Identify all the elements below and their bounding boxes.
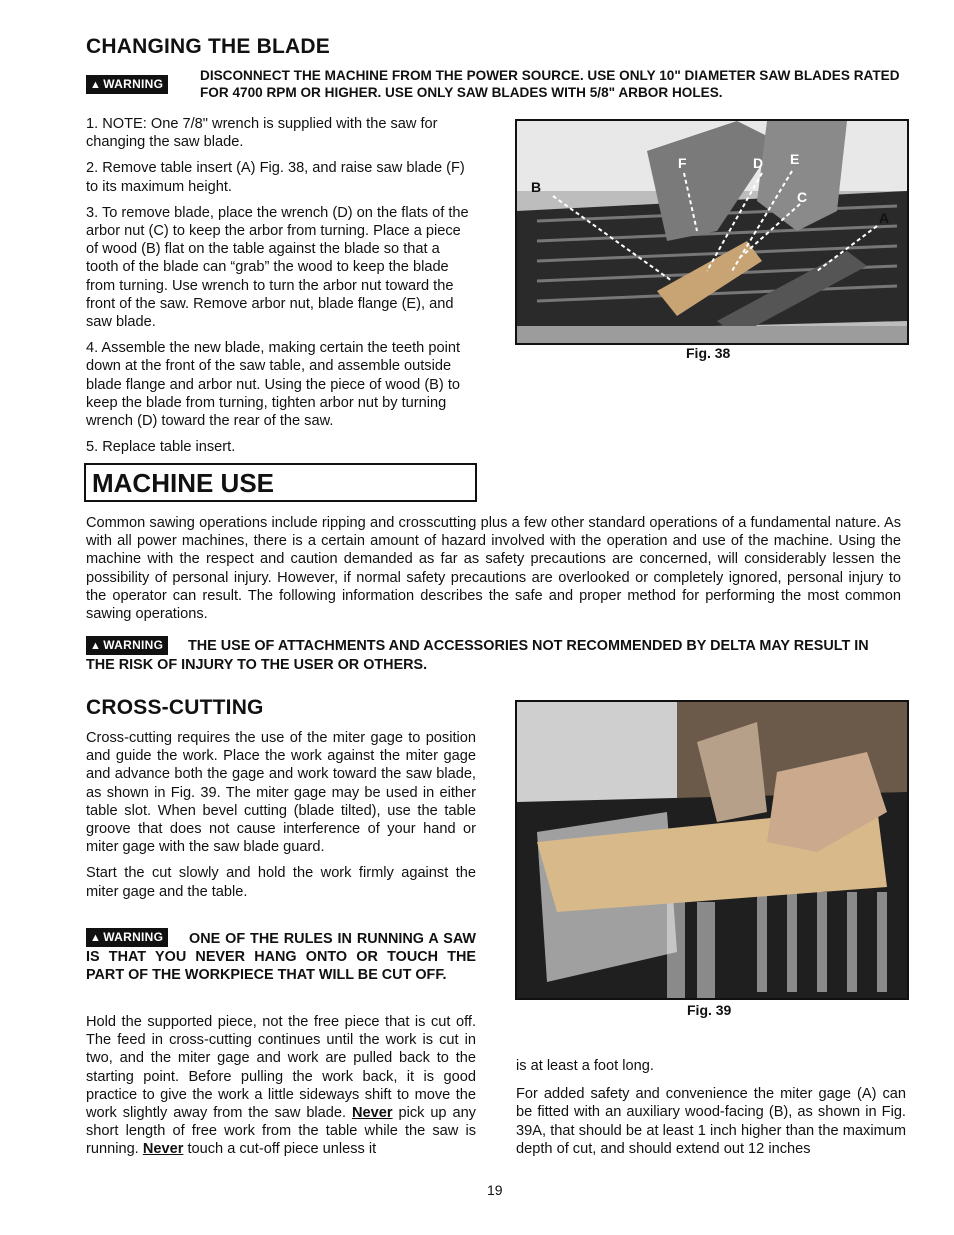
cross-cutting-para-1: Cross-cutting requires the use of the miter gage to position and guide the work. Place the work against the miter gage and advance both the gage and work toward the saw blade, as shown in Fig. 39. The miter gage may be used in either table slot. When bevel cutting (blade tilted), use the table groove that does not cause interference of your hand or miter gage with the saw blade guard. [86,730,476,856]
label-a: A [879,210,890,226]
figure-39-caption: Fig. 39 [687,1002,732,1018]
warning-badge: ▲ WARNING [86,636,168,655]
label-c: C [797,189,808,205]
label-b: B [531,179,542,195]
step-5: 5. Replace table insert. [86,439,236,456]
cross-cutting-left-column [86,729,476,909]
cross-cutting-title: CROSS-CUTTING [86,696,264,719]
cross-cutting-right-column [516,1057,906,1166]
warning-triangle-icon: ▲ [90,79,102,91]
machine-use-title: MACHINE USE [92,468,275,498]
step-3: 3. To remove blade, place the wrench (D) on the flats of the arbor nut (C) to keep the arbor from turning. Place a piece of wood (B) flat on the table against the blade so that a tooth of the blade can “grab” the wood to keep the blade from turning. Use wrench to turn the arbor nut toward the front of the saw. Remove arbor nut, blade flange (E), and saw blade. [86,204,469,331]
cross-cutting-para-2: Start the cut slowly and hold the work firmly against the miter gage and the table. [86,865,476,900]
warning-triangle-icon: ▲ [90,932,102,944]
warning-badge: ▲ WARNING [86,928,168,947]
step-1: 1. NOTE: One 7/8" wrench is supplied with the saw for changing the saw blade. [86,116,438,151]
never-emphasis: Never [351,1105,393,1122]
cross-cutting-para-3: Hold the supported piece, not the free piece that is cut off. The feed in cross-cutting continues until the work is cut in two, and the miter gage and work are pulled back to the starting point. Before pulling the work back, it is good practice to give the work a little sideways shift to move the work slightly away from the saw blade. Never pick up any short length of free work from the table while the saw is running. Never touch a cut-off piece unless it [86,1014,476,1158]
step-4: 4. Assemble the new blade, making certain the teeth point down at the front of the saw table, and assemble outside blade flange and arbor nut. Using the piece of wood (B) to keep the blade from turning, tighten arbor nut by turning wrench (D) toward the rear of the saw. [86,340,461,430]
figure-39-photo [515,700,909,1000]
blade-steps [86,115,476,464]
blade-warning-text: DISCONNECT THE MACHINE FROM THE POWER SOURCE. USE ONLY 10" DIAMETER SAW BLADES RATED FOR 4700 RPM OR HIGHER. USE ONLY SAW BLADES WITH 5/8" ARBOR HOLES. [200,68,900,100]
warning-triangle-icon: ▲ [90,640,102,652]
table-saw-blade-illustration [517,121,907,343]
right-col-para-2: For added safety and convenience the miter gage (A) can be fitted with an auxiliary wood-facing (B), as shown in Fig. 39A, that should be at least 1 inch higher than the maximum depth of cut, and should extend out 12 inches [516,1086,906,1157]
label-e: E [790,151,800,167]
changing-blade-title: CHANGING THE BLADE [86,35,330,58]
machine-use-intro: Common sawing operations include ripping and crosscutting plus a few other standard operations of a fundamental nature. As with all power machines, there is a certain amount of hazard involved with the operation and use of the machine. Using the machine with the respect and caution demanded as far as safety precautions are concerned, will considerably lessen the possibility of personal injury. However, if normal safety precautions are overlooked or completely ignored, personal injury to the operator can result. The following information describes the safe and proper method for performing the most common sawing operations. [86,515,901,623]
warning-badge: ▲ WARNING [86,75,168,94]
cutoff-warning-text: ONE OF THE RULES IN RUNNING A SAW IS THAT YOU NEVER HANG ONTO OR TOUCH THE PART OF THE WORKPIECE THAT WILL BE CUT OFF. [86,931,476,984]
figure-38-caption: Fig. 38 [686,345,731,361]
right-col-para-1: is at least a foot long. [516,1058,654,1074]
label-f: F [678,155,687,171]
page-number: 19 [487,1182,503,1198]
step-2: 2. Remove table insert (A) Fig. 38, and raise saw blade (F) to its maximum height. [86,160,465,195]
label-d: D [753,155,764,171]
machine-use-heading [84,463,477,502]
never-emphasis: Never [142,1141,184,1158]
crosscut-illustration [517,702,907,998]
figure-38-photo [515,119,909,345]
accessories-warning-text: THE USE OF ATTACHMENTS AND ACCESSORIES NOT RECOMMENDED BY DELTA MAY RESULT IN THE RISK OF INJURY TO THE USER OR OTHERS. [86,638,869,673]
